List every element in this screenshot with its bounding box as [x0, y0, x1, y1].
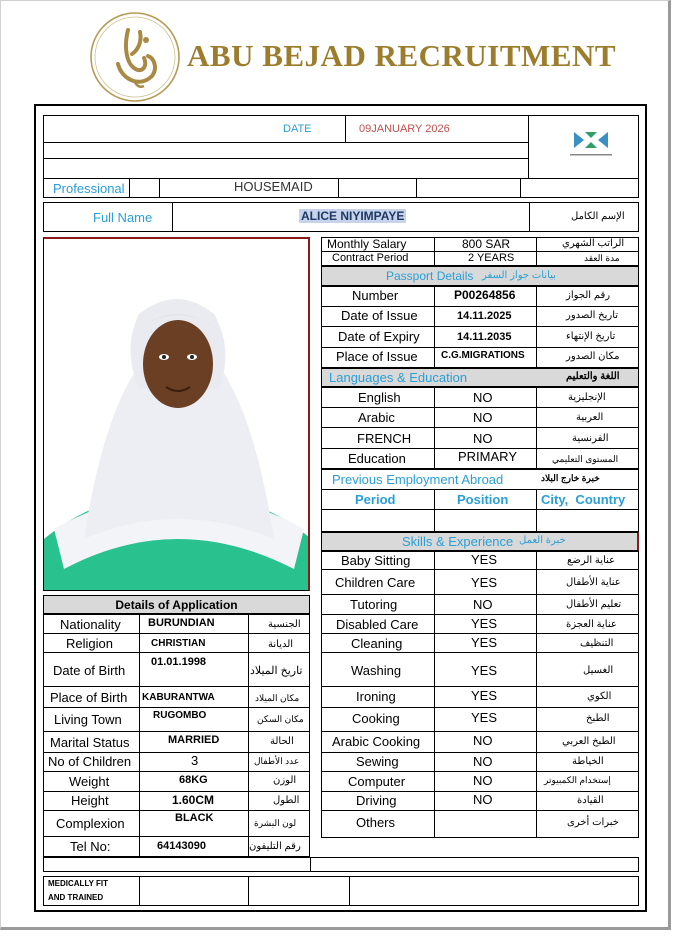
applicant-photo	[43, 237, 310, 591]
french-label-ar: الفرنسية	[572, 433, 609, 444]
nationality-label-ar: الجنسية	[268, 619, 301, 630]
skill-ironing-value: YES	[471, 688, 498, 703]
profession-value: HOUSEMAID	[234, 179, 313, 194]
nationality-value: BURUNDIAN	[148, 617, 215, 629]
marital-status-label: Marital Status	[50, 735, 130, 750]
arabic-label: Arabic	[358, 410, 395, 425]
skill-baby-sitting-value: YES	[471, 552, 498, 567]
medical-row	[43, 876, 639, 906]
skill-cleaning-label: Cleaning	[351, 636, 403, 651]
birth-date-label: Date of Birth	[53, 663, 126, 678]
agency-logo-icon	[566, 126, 616, 160]
contract-label: Contract Period	[332, 252, 409, 264]
date-label: DATE	[283, 123, 312, 135]
expiry-date-label: Date of Expiry	[338, 329, 420, 344]
skill-cooking-label-ar: الطبخ	[586, 713, 610, 724]
skill-sewing-label: Sewing	[356, 754, 399, 769]
skill-tutoring-label: Tutoring	[350, 597, 398, 612]
weight-label-ar: الوزن	[273, 775, 297, 786]
skill-tutoring-label-ar: تعليم الأطفال	[566, 599, 622, 610]
col-period: Period	[355, 492, 396, 507]
col-city-country: City, Country	[541, 492, 626, 507]
full-name-label: Full Name	[93, 210, 153, 225]
issue-place-value: C.G.MIGRATIONS	[441, 350, 525, 361]
religion-value: CHRISTIAN	[151, 638, 206, 649]
complexion-label-ar: لون البشرة	[254, 818, 297, 828]
skill-washing-label-ar: الغسيل	[583, 665, 614, 676]
complexion-value: BLACK	[175, 812, 214, 824]
children-count-value: 3	[191, 753, 199, 768]
skill-ironing-label-ar: الكوي	[587, 691, 612, 702]
languages-title-ar: اللغة والتعليم	[566, 371, 620, 382]
issue-place-label: Place of Issue	[336, 349, 418, 364]
english-label: English	[358, 390, 401, 405]
salary-label-ar: الراتب الشهري	[562, 238, 625, 249]
brand-title: ABU BEJAD RECRUITMENT	[187, 38, 617, 73]
height-value: 1.60CM	[172, 793, 215, 807]
skill-disabled-care-value: YES	[471, 616, 498, 631]
application-title: Details of Application	[115, 598, 238, 612]
issue-date-value: 14.11.2025	[457, 310, 512, 322]
contract-label-ar: مدة العقد	[584, 253, 620, 263]
issue-place-label-ar: مكان الصدور	[566, 351, 620, 362]
arabic-label-ar: العربية	[576, 412, 604, 423]
skill-driving-label-ar: القيادة	[577, 795, 604, 806]
passport-number-label: Number	[352, 288, 399, 303]
skill-cleaning-label-ar: التنظيف	[580, 638, 614, 649]
profession-label: Professional	[53, 181, 125, 196]
skill-cooking-label: Cooking	[352, 711, 400, 726]
height-label-ar: الطول	[273, 795, 300, 806]
french-value: NO	[473, 431, 493, 446]
contract-value: 2 YEARS	[468, 252, 515, 264]
passport-number-value: P00264856	[454, 288, 516, 302]
tel-label: Tel No:	[70, 839, 111, 854]
skill-baby-sitting-label-ar: عناية الرضع	[567, 555, 616, 566]
medical-line1: MEDICALLY FIT	[48, 879, 109, 888]
passport-number-label-ar: رقم الجواز	[566, 290, 611, 301]
salary-value: 800 SAR	[462, 237, 511, 251]
skill-computer-label: Computer	[348, 774, 406, 789]
passport-title: Passport Details	[386, 269, 474, 283]
skill-baby-sitting-label: Baby Sitting	[341, 553, 411, 568]
employment-title: Previous Employment Abroad	[332, 472, 504, 487]
education-value: PRIMARY	[458, 449, 517, 464]
issue-date-label: Date of Issue	[341, 308, 418, 323]
skill-arabic-cooking-label: Arabic Cooking	[332, 734, 421, 749]
french-label: FRENCH	[357, 431, 412, 446]
skill-computer-value: NO	[473, 773, 493, 788]
salary-label: Monthly Salary	[327, 237, 407, 251]
skill-others-label-ar: خبرات أخرى	[567, 817, 619, 828]
marital-status-label-ar: الحالة	[270, 736, 294, 747]
living-town-value: RUGOMBO	[153, 710, 207, 721]
skill-disabled-care-label-ar: عناية العجزة	[566, 619, 617, 630]
height-label: Height	[71, 793, 109, 808]
birth-date-value: 01.01.1998	[151, 656, 207, 668]
skill-arabic-cooking-label-ar: الطبخ العربي	[562, 736, 616, 747]
issue-date-label-ar: تاريخ الصدور	[566, 310, 619, 321]
skill-driving-label: Driving	[356, 793, 397, 808]
skills-title: Skills & Experience	[402, 534, 514, 549]
skill-children-care-value: YES	[471, 575, 498, 590]
skill-children-care-label: Children Care	[335, 575, 416, 590]
complexion-label: Complexion	[56, 816, 125, 831]
skill-computer-label-ar: إستخدام الكمبيوتر	[544, 775, 611, 785]
english-label-ar: الإنجليزية	[568, 392, 606, 403]
skill-washing-value: YES	[471, 663, 498, 678]
weight-value: 68KG	[179, 774, 208, 786]
skills-title-ar: خبرة العمل	[519, 535, 566, 546]
marital-status-value: MARRIED	[168, 734, 220, 746]
passport-header	[321, 266, 639, 286]
children-count-label-ar: عدد الأطفال	[254, 756, 300, 766]
birth-date-label-ar: تاريخ الميلاد	[250, 665, 303, 677]
tel-label-ar: رقم التليفون	[249, 841, 301, 852]
col-position: Position	[457, 492, 509, 507]
skill-cooking-value: YES	[471, 710, 498, 725]
date-value: 09JANUARY 2026	[359, 123, 450, 135]
full-name-label-ar: الإسم الكامل	[571, 211, 625, 222]
header-box	[43, 115, 639, 179]
employment-title-ar: خبرة خارج البلاد	[541, 473, 600, 483]
education-label-ar: المستوى التعليمي	[552, 454, 619, 464]
children-count-label: No of Children	[48, 754, 132, 769]
skill-children-care-label-ar: عناية الأطفال	[566, 577, 621, 588]
skill-sewing-label-ar: الخياطة	[572, 756, 604, 767]
expiry-date-value: 14.11.2035	[457, 331, 512, 343]
education-label: Education	[348, 451, 406, 466]
medical-line2: AND TRAINED	[48, 893, 104, 902]
skill-sewing-value: NO	[473, 754, 493, 769]
skill-tutoring-value: NO	[473, 597, 493, 612]
languages-title: Languages & Education	[329, 370, 468, 385]
skill-ironing-label: Ironing	[356, 689, 396, 704]
blank-row	[43, 857, 639, 872]
living-town-label: Living Town	[54, 712, 122, 727]
nationality-label: Nationality	[60, 617, 121, 632]
expiry-date-label-ar: تاريخ الإنتهاء	[566, 331, 616, 342]
birth-place-value: KABURANTWA	[142, 692, 215, 703]
religion-label: Religion	[66, 636, 113, 651]
tel-value: 64143090	[157, 840, 206, 852]
arabic-value: NO	[473, 410, 493, 425]
calligraphy-logo-icon	[88, 10, 182, 104]
religion-label-ar: الديانة	[268, 639, 294, 650]
skill-disabled-care-label: Disabled Care	[336, 617, 419, 632]
skill-arabic-cooking-value: NO	[473, 733, 493, 748]
skill-washing-label: Washing	[351, 663, 402, 678]
skill-others-label: Others	[356, 815, 396, 830]
full-name-value: ALICE NIYIMPAYE	[301, 209, 405, 223]
living-town-label-ar: مكان السكن	[257, 714, 304, 724]
passport-title-ar: بيانات جواز السفر	[482, 270, 556, 281]
weight-label: Weight	[69, 774, 110, 789]
skill-cleaning-value: YES	[471, 635, 498, 650]
english-value: NO	[473, 390, 493, 405]
birth-place-label: Place of Birth	[50, 690, 128, 705]
cv-form	[34, 104, 647, 912]
skill-driving-value: NO	[473, 792, 493, 807]
birth-place-label-ar: مكان الميلاد	[255, 693, 300, 703]
profession-row	[43, 178, 639, 198]
